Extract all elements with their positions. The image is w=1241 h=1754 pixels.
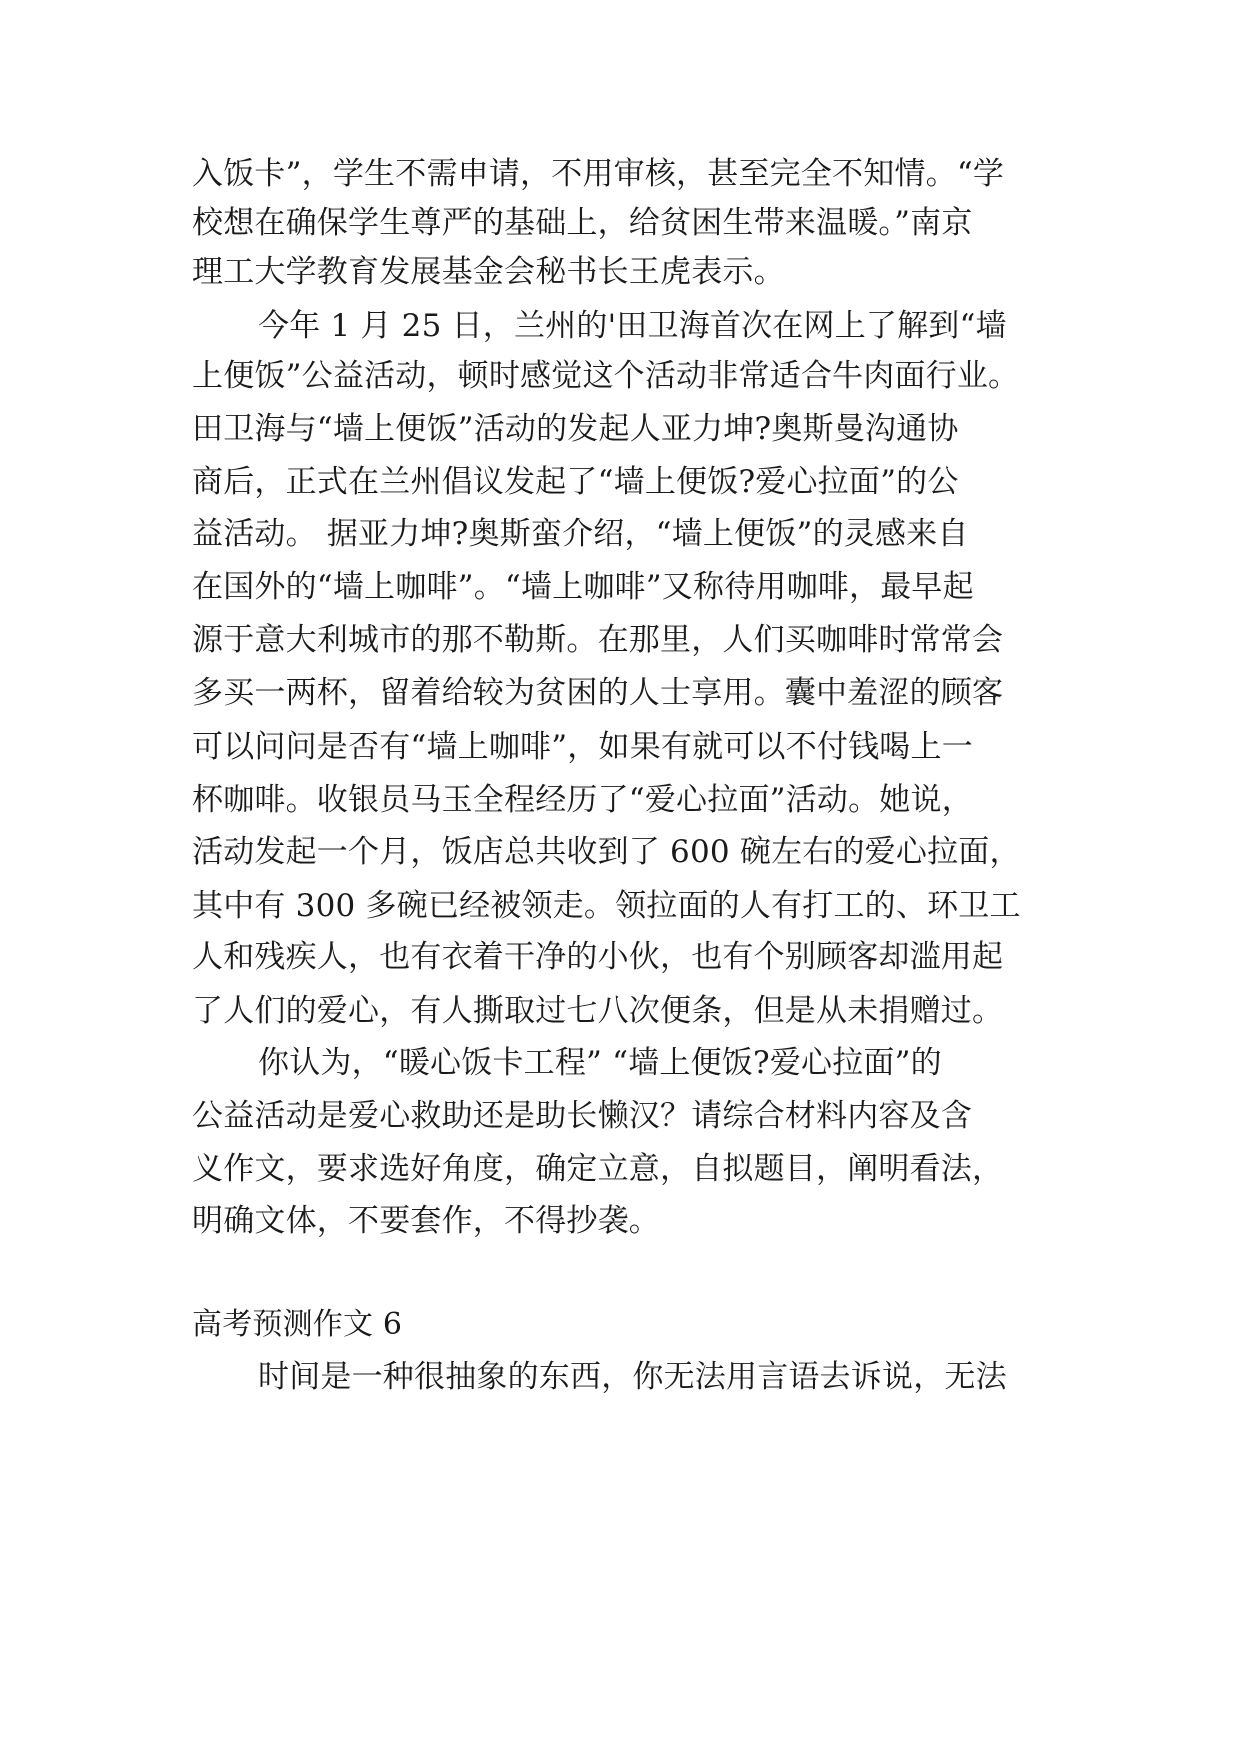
paragraph-line: 杯咖啡。收银员马玉全程经历了“爱心拉面”活动。她说， xyxy=(192,782,973,818)
paragraph-line: 在国外的“墙上咖啡”。“墙上咖啡”又称待用咖啡，最早起 xyxy=(192,569,974,605)
paragraph-line: 公益活动是爱心救助还是助长懒汉？请综合材料内容及含 xyxy=(192,1098,972,1134)
paragraph-line: 活动发起一个月，饭店总共收到了 600 碗左右的爱心拉面， xyxy=(192,834,1021,870)
paragraph-line: 入饭卡”，学生不需申请，不用审核，甚至完全不知情。“学 xyxy=(192,156,1005,192)
paragraph-line: 上便饭”公益活动，顿时感觉这个活动非常适合牛肉面行业。 xyxy=(192,358,1020,394)
paragraph-line: 了人们的爱心，有人撕取过七八次便条，但是从未捐赠过。 xyxy=(192,993,1004,1029)
paragraph-line: 商后，正式在兰州倡议发起了“墙上便饭?爱心拉面”的公 xyxy=(192,464,959,500)
paragraph-line: 其中有 300 多碗已经被领走。领拉面的人有打工的、环卫工 xyxy=(192,888,1021,924)
paragraph-line: 今年 1 月 25 日，兰州的'田卫海首次在网上了解到“墙 xyxy=(258,308,1007,344)
paragraph-line: 多买一两杯，留着给较为贫困的人士享用。囊中羞涩的顾客 xyxy=(192,675,1004,711)
paragraph-line: 义作文，要求选好角度，确定立意，自拟题目，阐明看法， xyxy=(192,1151,1004,1187)
paragraph-line: 时间是一种很抽象的东西，你无法用言语去诉说，无法 xyxy=(258,1359,1007,1395)
paragraph-line: 理工大学教育发展基金会秘书长王虎表示。 xyxy=(192,254,785,290)
paragraph-line: 人和残疾人，也有衣着干净的小伙，也有个别顾客却滥用起 xyxy=(192,939,1004,975)
paragraph-line: 可以问问是否有“墙上咖啡”，如果有就可以不付钱喝上一 xyxy=(192,729,973,765)
section-heading: 高考预测作文 6 xyxy=(192,1307,403,1342)
paragraph-line: 源于意大利城市的那不勒斯。在那里，人们买咖啡时常常会 xyxy=(192,622,1004,658)
paragraph-line: 校想在确保学生尊严的基础上，给贫困生带来温暖。”南京 xyxy=(192,205,973,241)
paragraph-line: 明确文体，不要套作，不得抄袭。 xyxy=(192,1203,660,1239)
paragraph-line: 你认为，“暖心饭卡工程” “墙上便饭?爱心拉面”的 xyxy=(258,1045,942,1081)
paragraph-line: 田卫海与“墙上便饭”活动的发起人亚力坤?奥斯曼沟通协 xyxy=(192,411,959,447)
paragraph-line: 益活动。 据亚力坤?奥斯蛮介绍，“墙上便饭”的灵感来自 xyxy=(192,516,969,552)
